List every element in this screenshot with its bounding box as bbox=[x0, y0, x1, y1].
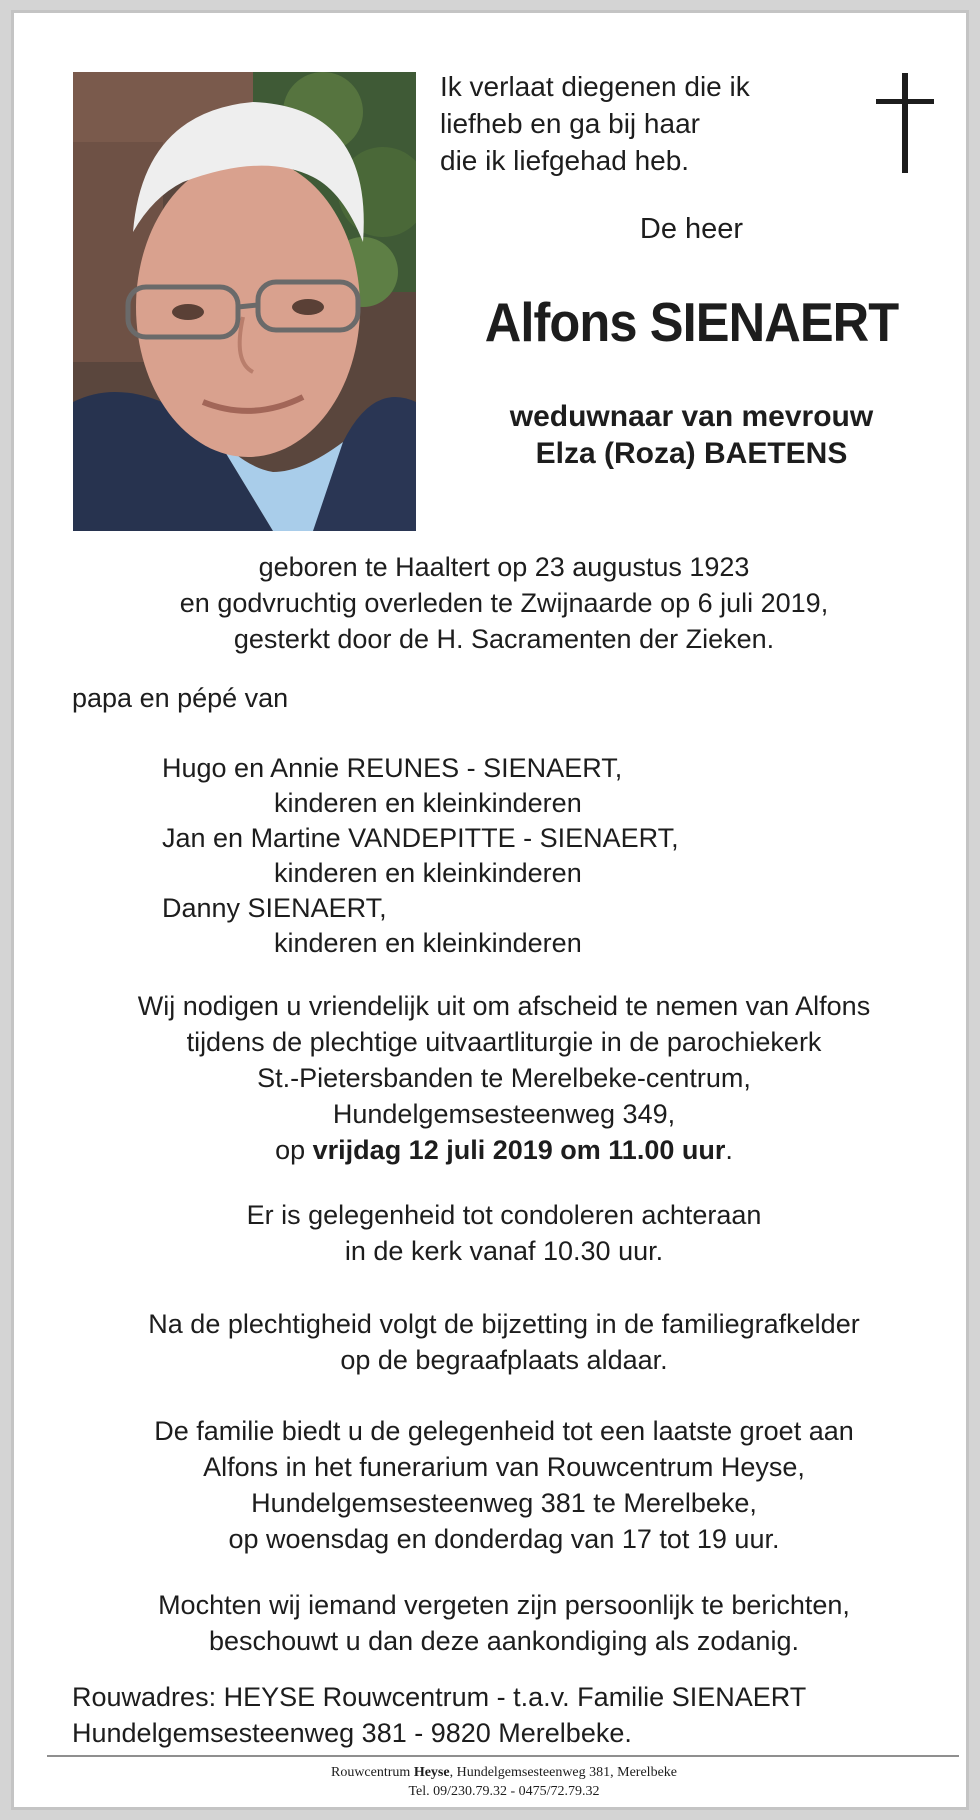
condolence-line: in de kerk vanaf 10.30 uur. bbox=[344, 1236, 664, 1266]
spouse-info bbox=[454, 398, 929, 472]
condolences-info bbox=[54, 1197, 954, 1269]
family-intro: papa en pépé van bbox=[72, 683, 289, 713]
viewing-line: Hundelgemsesteenweg 381 te Merelbeke, bbox=[251, 1488, 757, 1518]
sacrament-line: gesterkt door de H. Sacramenten der Zieken. bbox=[233, 624, 775, 654]
funeral-date: vrijdag 12 juli 2019 om 11.00 uur bbox=[312, 1135, 726, 1165]
date-prefix: op bbox=[275, 1135, 313, 1165]
funeral-date-line bbox=[54, 1132, 954, 1168]
invitation-line: Wij nodigen u vriendelijk uit om afscheid te nemen van Alfons bbox=[137, 991, 871, 1021]
family-member: Danny SIENAERT, bbox=[162, 893, 387, 923]
portrait-photo bbox=[73, 72, 416, 531]
burial-line: op de begraafplaats aldaar. bbox=[340, 1345, 668, 1375]
spouse-line: Elza (Roza) BAETENS bbox=[535, 437, 848, 470]
mourning-address bbox=[72, 1679, 806, 1751]
family-member: Jan en Martine VANDEPITTE - SIENAERT, bbox=[162, 823, 679, 853]
condolence-line: Er is gelegenheid tot condoleren achteraan bbox=[246, 1200, 762, 1230]
quote-line: liefheb en ga bij haar bbox=[440, 108, 700, 139]
burial-line: Na de plechtigheid volgt de bijzetting in de familiegrafkelder bbox=[148, 1309, 860, 1339]
burial-info bbox=[54, 1306, 954, 1378]
obituary-card bbox=[11, 10, 969, 1810]
address-line: Hundelgemsesteenweg 381 - 9820 Merelbeke. bbox=[72, 1718, 632, 1748]
funeral-invitation bbox=[54, 988, 954, 1168]
quote-line: Ik verlaat diegenen die ik bbox=[440, 71, 750, 102]
apology-line: Mochten wij iemand vergeten zijn persoonlijk te berichten, bbox=[158, 1590, 850, 1620]
apology-note bbox=[54, 1587, 954, 1659]
family-member-sub: kinderen en kleinkinderen bbox=[274, 788, 582, 818]
quote-line: die ik liefgehad heb. bbox=[440, 145, 690, 176]
invitation-line: St.-Pietersbanden te Merelbeke-centrum, bbox=[257, 1063, 751, 1093]
address-line: Rouwadres: HEYSE Rouwcentrum - t.a.v. Familie SIENAERT bbox=[72, 1682, 807, 1712]
family-member: Hugo en Annie REUNES - SIENAERT, bbox=[162, 753, 623, 783]
footer-divider bbox=[47, 1755, 959, 1757]
invitation-line: Hundelgemsesteenweg 349, bbox=[332, 1099, 676, 1129]
date-suffix: . bbox=[725, 1135, 733, 1165]
birth-death-info bbox=[54, 549, 954, 657]
apology-line: beschouwt u dan deze aankondiging als zodanig. bbox=[209, 1626, 799, 1656]
footer-line bbox=[54, 1763, 954, 1782]
deceased-name: Alfons SIENAERT bbox=[484, 291, 899, 353]
portrait-image bbox=[73, 72, 416, 531]
spouse-line: weduwnaar van mevrouw bbox=[509, 400, 874, 433]
footer-suffix: , Hundelgemsesteenweg 381, Merelbeke bbox=[449, 1765, 678, 1780]
family-member-sub: kinderen en kleinkinderen bbox=[274, 928, 582, 958]
funeral-home-footer bbox=[54, 1763, 954, 1801]
death-line: en godvruchtig overleden te Zwijnaarde op 6 juli 2019, bbox=[179, 588, 829, 618]
honorific: De heer bbox=[639, 213, 744, 245]
opening-quote bbox=[440, 68, 750, 179]
viewing-line: Alfons in het funerarium van Rouwcentrum Heyse, bbox=[203, 1452, 805, 1482]
invitation-line: tijdens de plechtige uitvaartliturgie in de parochiekerk bbox=[186, 1027, 822, 1057]
viewing-line: De familie biedt u de gelegenheid tot een laatste groet aan bbox=[154, 1416, 854, 1446]
footer-phone: Tel. 09/230.79.32 - 0475/72.79.32 bbox=[408, 1784, 600, 1799]
birth-line: geboren te Haaltert op 23 augustus 1923 bbox=[258, 552, 750, 582]
viewing-info bbox=[54, 1413, 954, 1557]
family-member-sub: kinderen en kleinkinderen bbox=[274, 858, 582, 888]
cross-icon bbox=[876, 73, 936, 173]
viewing-line: op woensdag en donderdag van 17 tot 19 uur. bbox=[228, 1524, 780, 1554]
footer-prefix: Rouwcentrum bbox=[330, 1765, 414, 1780]
family-list bbox=[162, 751, 679, 961]
footer-brand: Heyse bbox=[413, 1765, 450, 1780]
